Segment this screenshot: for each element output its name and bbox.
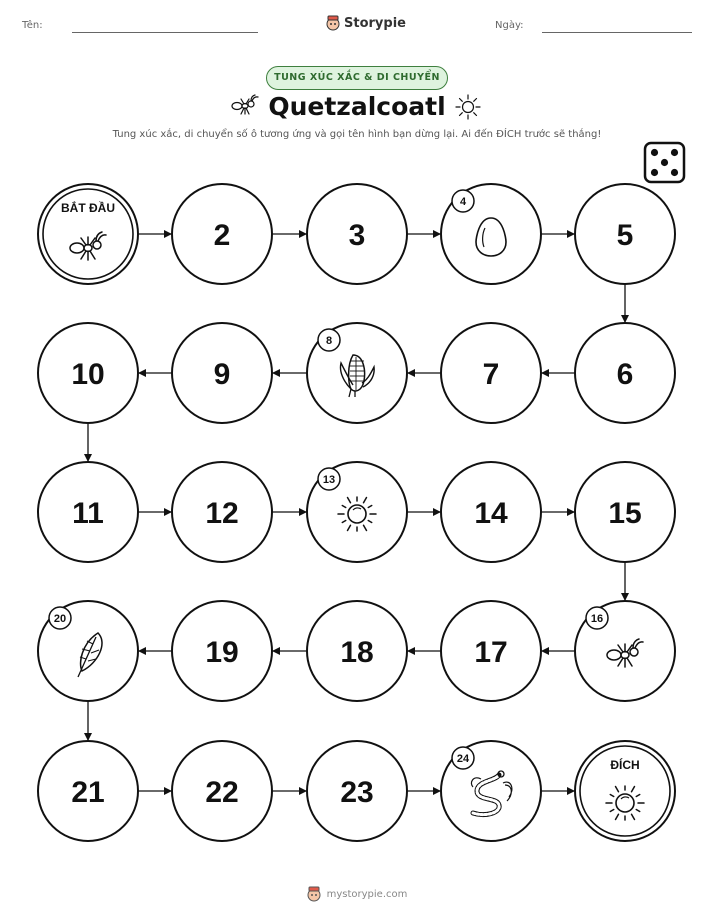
cell-number: 19 [205, 636, 239, 669]
board-cell [441, 741, 541, 841]
board-cell [172, 323, 272, 423]
name-label: Tên: [22, 20, 43, 31]
cell-number: 9 [213, 358, 231, 391]
board-cell [575, 741, 675, 841]
cell-number: 12 [205, 497, 239, 530]
cell-number: 23 [340, 776, 374, 809]
cell-number-badge: 8 [325, 335, 333, 347]
board-cell [38, 323, 138, 423]
cell-number: 3 [348, 219, 366, 252]
board-cell [172, 601, 272, 701]
cell-number-badge: 16 [590, 613, 604, 625]
board-cell [307, 741, 407, 841]
board-cell [38, 601, 138, 701]
cell-number: 10 [71, 358, 105, 391]
board-cell [172, 184, 272, 284]
board-cell [172, 741, 272, 841]
board-cell [441, 184, 541, 284]
footer-url: mystorypie.com [326, 888, 408, 900]
board-cell [575, 462, 675, 562]
board-cell [441, 323, 541, 423]
board-cell [575, 323, 675, 423]
board-cell [172, 462, 272, 562]
board-cell [307, 462, 407, 562]
date-label: Ngày: [495, 20, 524, 31]
cell-number-badge: 4 [459, 196, 467, 208]
cell-number: 6 [616, 358, 634, 391]
board-cell [307, 601, 407, 701]
board-cell [575, 601, 675, 701]
board-cell [38, 741, 138, 841]
cell-number-badge: 13 [322, 474, 336, 486]
cell-number: 14 [474, 497, 508, 530]
activity-badge: TUNG XÚC XẮC & DI CHUYỂN [266, 66, 448, 90]
cell-number: 7 [482, 358, 500, 391]
cell-number-badge: 24 [456, 753, 470, 765]
cell-number: 18 [340, 636, 374, 669]
brand-name: Storypie [344, 15, 406, 31]
cell-number: 5 [616, 219, 634, 252]
board-cell [307, 323, 407, 423]
cell-number: 22 [205, 776, 239, 809]
board-cell [575, 184, 675, 284]
cell-number: 11 [72, 497, 104, 530]
storypie-logo-icon [307, 886, 321, 902]
cell-number: 15 [608, 497, 642, 530]
page-title: Quetzalcoatl [268, 92, 446, 121]
dice-icon [645, 143, 684, 182]
cell-number: 21 [71, 776, 105, 809]
footer [0, 886, 714, 902]
cell-number-badge: 20 [53, 613, 67, 625]
board-cell [38, 184, 138, 284]
board-cell [441, 601, 541, 701]
finish-label: ĐÍCH [610, 758, 640, 772]
cell-number: 17 [474, 636, 508, 669]
instructions-text: Tung xúc xắc, di chuyển số ô tương ứng và gọi tên hình bạn dừng lại. Ai đến ĐÍCH trước sẽ thắng! [112, 129, 602, 140]
board-cell [307, 184, 407, 284]
cell-number: 2 [213, 219, 231, 252]
start-label: BẮT ĐẦU [61, 201, 115, 215]
board-cell [441, 462, 541, 562]
board-cell [38, 462, 138, 562]
